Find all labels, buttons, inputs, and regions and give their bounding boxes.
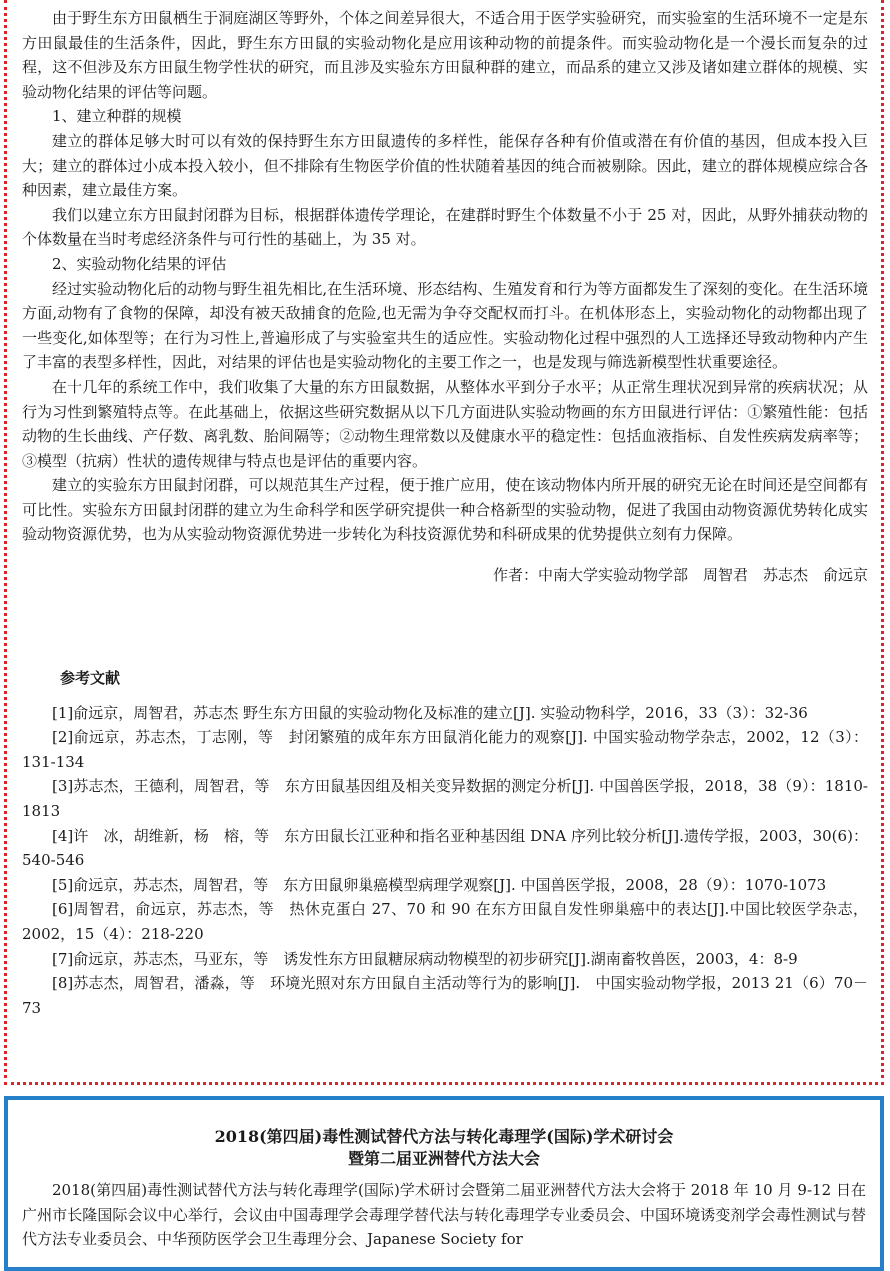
reference-item: [7]俞远京，苏志杰，马亚东，等 诱发性东方田鼠糖尿病动物模型的初步研究[J].湖南畜牧兽医，2003，4：8-9 [52,949,798,968]
reference-item: [5]俞远京，苏志杰，周智君，等 东方田鼠卵巢癌模型病理学观察[J]. 中国兽医学报，2008，28（9）：1070-1073 [52,875,827,894]
section1-paragraph-2: 我们以建立东方田鼠封闭群为目标，根据群体遗传学理论，在建群时野生个体数量不小于 25 对，因此，从野外捕获动物的个体数量在当时考虑经济条件与可行性的基础上，为 35 对。 [22,205,868,249]
intro-paragraph: 由于野生东方田鼠栖生于洞庭湖区等野外，个体之间差异很大，不适合用于医学实验研究，而实验室的生活环境不一定是东方田鼠最佳的生活条件，因此，野生东方田鼠的实验动物化是应用该种动物的前提条件。而实验动物化是一个漫长而复杂的过程，这不但涉及东方田鼠生物学性状的研究，而且涉及实验东方田鼠种群的建立，而品系的建立又涉及诸如建立群体的规模、实验动物化结果的评估等问题。 [22,9,868,101]
notice-title-line-2: 暨第二届亚洲替代方法大会 [347,1149,540,1168]
section1-paragraph-1: 建立的群体足够大时可以有效的保持野生东方田鼠遗传的多样性，能保存各种有价值或潜在有价值的基因，但成本投入巨大；建立的群体过小成本投入较小，但不排除有生物医学价值的性状随着基因的纯合而被剔除。因此，建立的群体规模应综合各种因素，建立最佳方案。 [22,131,868,200]
author-line: 作者：中南大学实验动物学部 周智君 苏志杰 俞远京 [492,566,868,585]
conference-notice-box [4,1096,884,1271]
section-heading-1: 1、建立种群的规模 [52,107,182,126]
references-title: 参考文献 [60,669,121,687]
reference-item: [1]俞远京，周智君，苏志杰 野生东方田鼠的实验动物化及标准的建立[J]. 实验动物科学，2016，33（3）：32-36 [52,703,808,722]
reference-item: [6]周智君，俞远京，苏志杰，等 热休克蛋白 27、70 和 90 在东方田鼠自发性卵巢癌中的表达[J].中国比较医学杂志，2002，15（4）：218-220 [22,900,868,943]
reference-item: [8]苏志杰，周智君，潘淼，等 环境光照对东方田鼠自主活动等行为的影响[J]. 中国实验动物学报，2013 21（6）70－73 [22,974,868,1017]
notice-title-line-1: 2018(第四届)毒性测试替代方法与转化毒理学(国际)学术研讨会 [214,1127,674,1146]
reference-item: [4]许 冰，胡维新，杨 榕，等 东方田鼠长江亚种和指名亚种基因组 DNA 序列比较分析[J].遗传学报，2003，30(6)：540-546 [22,826,868,870]
section2-paragraph-2: 在十几年的系统工作中，我们收集了大量的东方田鼠数据，从整体水平到分子水平；从正常生理状况到异常的疾病状况；从行为习性到繁殖特点等。在此基础上，依据这些研究数据从以下几方面进队实验动物画的东方田鼠进行评估：①繁殖性能：包括动物的生长曲线、产仔数、离乳数、胎间隔等；②动物生理常数以及健康水平的稳定性：包括血液指标、自发性疾病发病率等；③模型（抗病）性状的遗传规律与特点也是评估的重要内容。 [22,377,868,470]
section-heading-2: 2、实验动物化结果的评估 [52,254,227,273]
reference-item: [2]俞远京，苏志杰，丁志刚，等 封闭繁殖的成年东方田鼠消化能力的观察[J]. 中国实验动物学杂志，2002，12（3）：131-134 [22,728,868,771]
article-body [22,6,868,587]
section2-paragraph-1: 经过实验动物化后的动物与野生祖先相比,在生活环境、形态结构、生殖发育和行为等方面都发生了深刻的变化。在生活环境方面,动物有了食物的保障，却没有被天敌捕食的危险,也无需为争夺交配权而打斗。在机体形态上，实验动物化的动物都出现了一些变化,如体型等；在行为习性上,普遍形成了与实验室共生的适应性。实验动物化过程中强烈的人工选择还导致动物种内产生了丰富的表型多样性，因此，对结果的评估也是实验动物化的主要工作之一，也是发现与筛选新模型性状重要途径。 [22,279,868,372]
reference-item: [3]苏志杰，王德利，周智君，等 东方田鼠基因组及相关变异数据的测定分析[J]. 中国兽医学报，2018，38（9）：1810-1813 [22,777,868,820]
section2-paragraph-3: 建立的实验东方田鼠封闭群，可以规范其生产过程，便于推广应用，使在该动物体内所开展的研究无论在时间还是空间都有可比性。实验东方田鼠封闭群的建立为生命科学和医学研究提供一种合格新型的实验动物，促进了我国由动物资源优势转化成实验动物资源优势，也为从实验动物资源优势进一步转化为科技资源优势和科研成果的优势提供立刻有力保障。 [22,476,868,544]
references-section [22,666,868,1020]
notice-title [8,1126,880,1170]
notice-body: 2018(第四届)毒性测试替代方法与转化毒理学(国际)学术研讨会暨第二届亚洲替代方法大会将于 2018 年 10 月 9-12 日在广州市长隆国际会议中心举行，会议由中国毒理学会毒理学替代法与转化毒理学专业委员会、中国环境诱变剂学会毒性测试与替代方法专业委员会、中华预防医学会卫生毒理分会、Japanese Society for [22,1181,866,1249]
